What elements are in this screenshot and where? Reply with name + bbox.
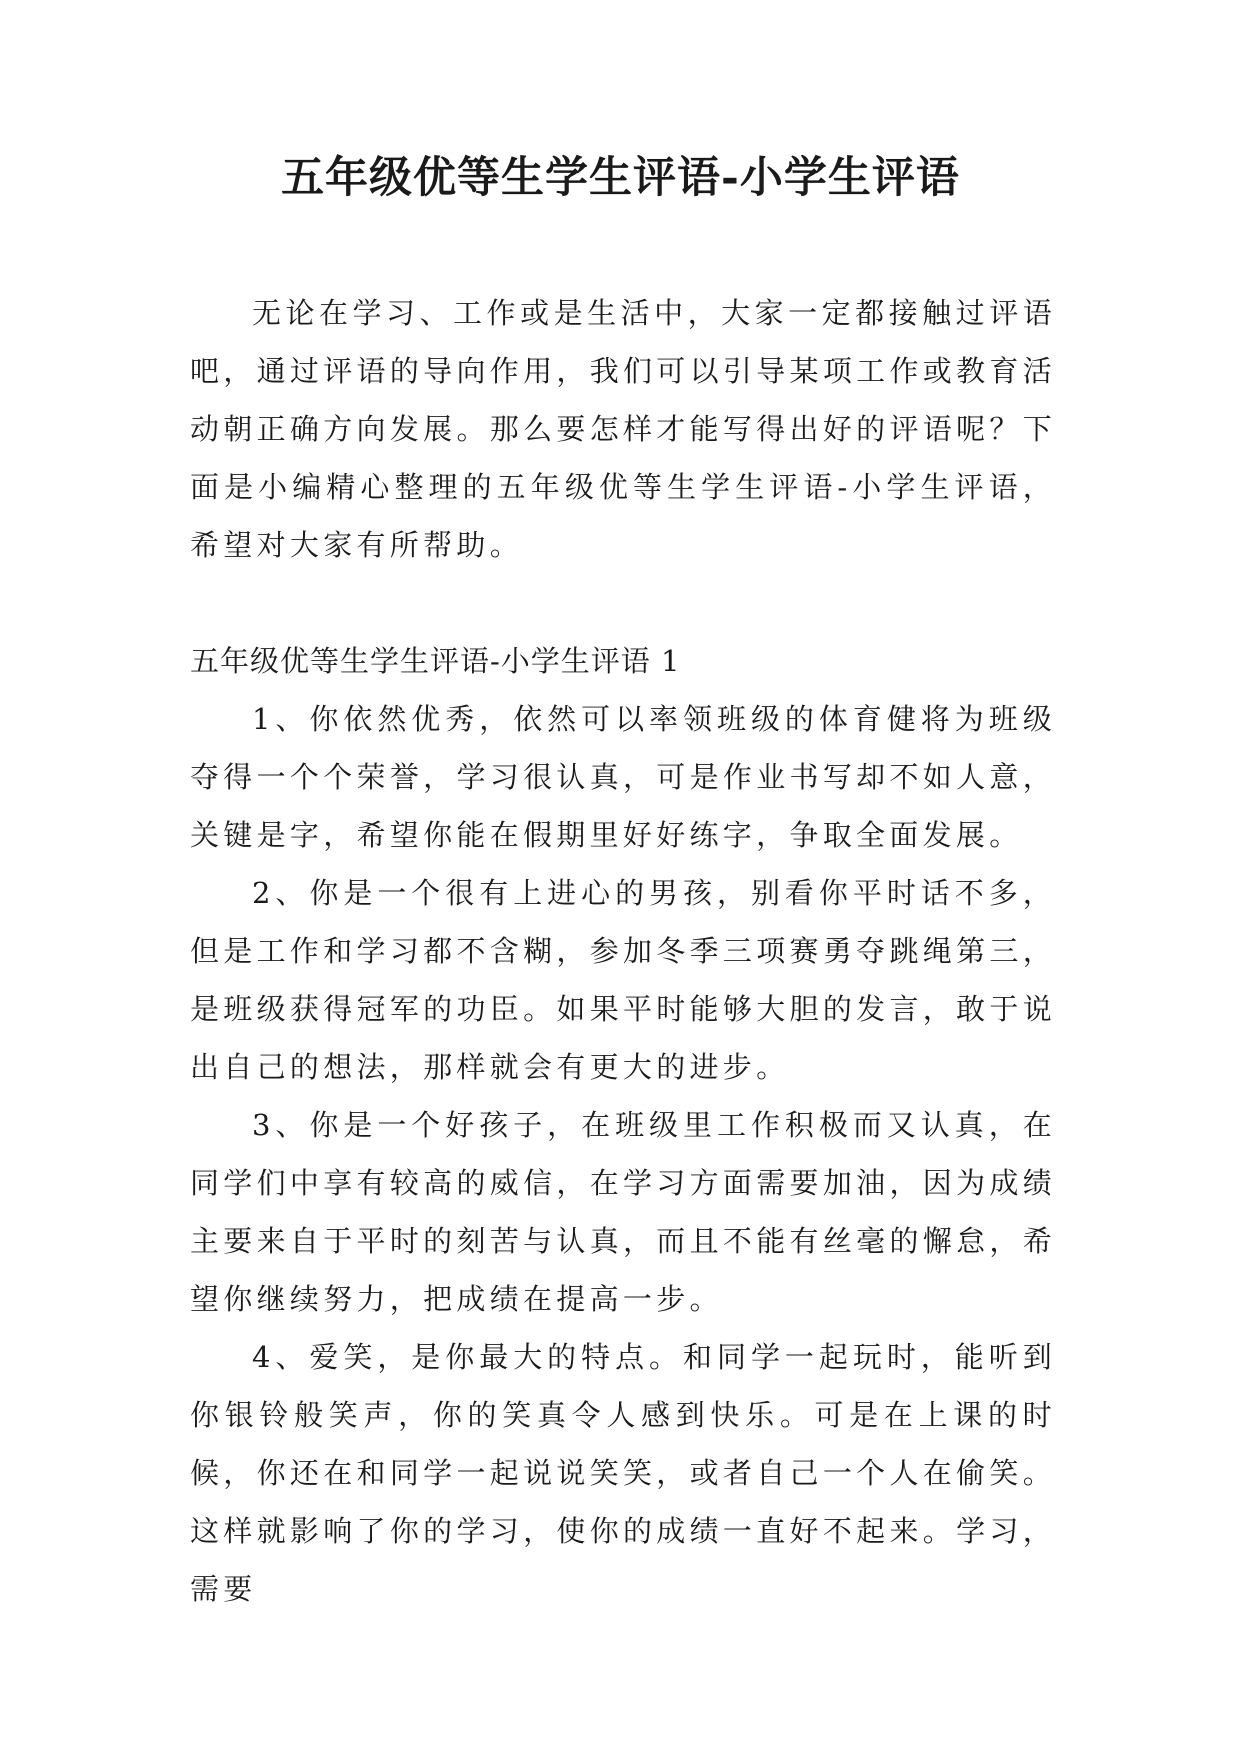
document-title: 五年级优等生学生评语-小学生评语 <box>281 153 960 203</box>
comment-item-2: 2、你是一个很有上进心的男孩，别看你平时话不多，但是工作和学习都不含糊，参加冬季三项赛勇夺跳绳第三，是班级获得冠军的功臣。如果平时能够大胆的发言，敢于说出自己的想法，那样就会有更大的进步。 <box>190 876 1056 1084</box>
document-body <box>190 284 1056 1618</box>
section-heading: 五年级优等生学生评语-小学生评语 1 <box>190 644 681 678</box>
intro-paragraph: 无论在学习、工作或是生活中，大家一定都接触过评语吧，通过评语的导向作用，我们可以引导某项工作或教育活动朝正确方向发展。那么要怎样才能写得出好的评语呢？下面是小编精心整理的五年级优等生学生评语-小学生评语，希望对大家有所帮助。 <box>190 296 1056 562</box>
comment-item-1: 1、你依然优秀，依然可以率领班级的体育健将为班级夺得一个个荣誉，学习很认真，可是作业书写却不如人意，关键是字，希望你能在假期里好好练字，争取全面发展。 <box>190 702 1056 852</box>
comment-item-3: 3、你是一个好孩子，在班级里工作积极而又认真，在同学们中享有较高的威信，在学习方面需要加油，因为成绩主要来自于平时的刻苦与认真，而且不能有丝毫的懈怠，希望你继续努力，把成绩在提高一步。 <box>190 1108 1056 1316</box>
comment-item-4: 4、爱笑，是你最大的特点。和同学一起玩时，能听到你银铃般笑声，你的笑真令人感到快乐。可是在上课的时候，你还在和同学一起说说笑笑，或者自己一个人在偷笑。这样就影响了你的学习，使你的成绩一直好不起来。学习，需要 <box>190 1340 1056 1606</box>
